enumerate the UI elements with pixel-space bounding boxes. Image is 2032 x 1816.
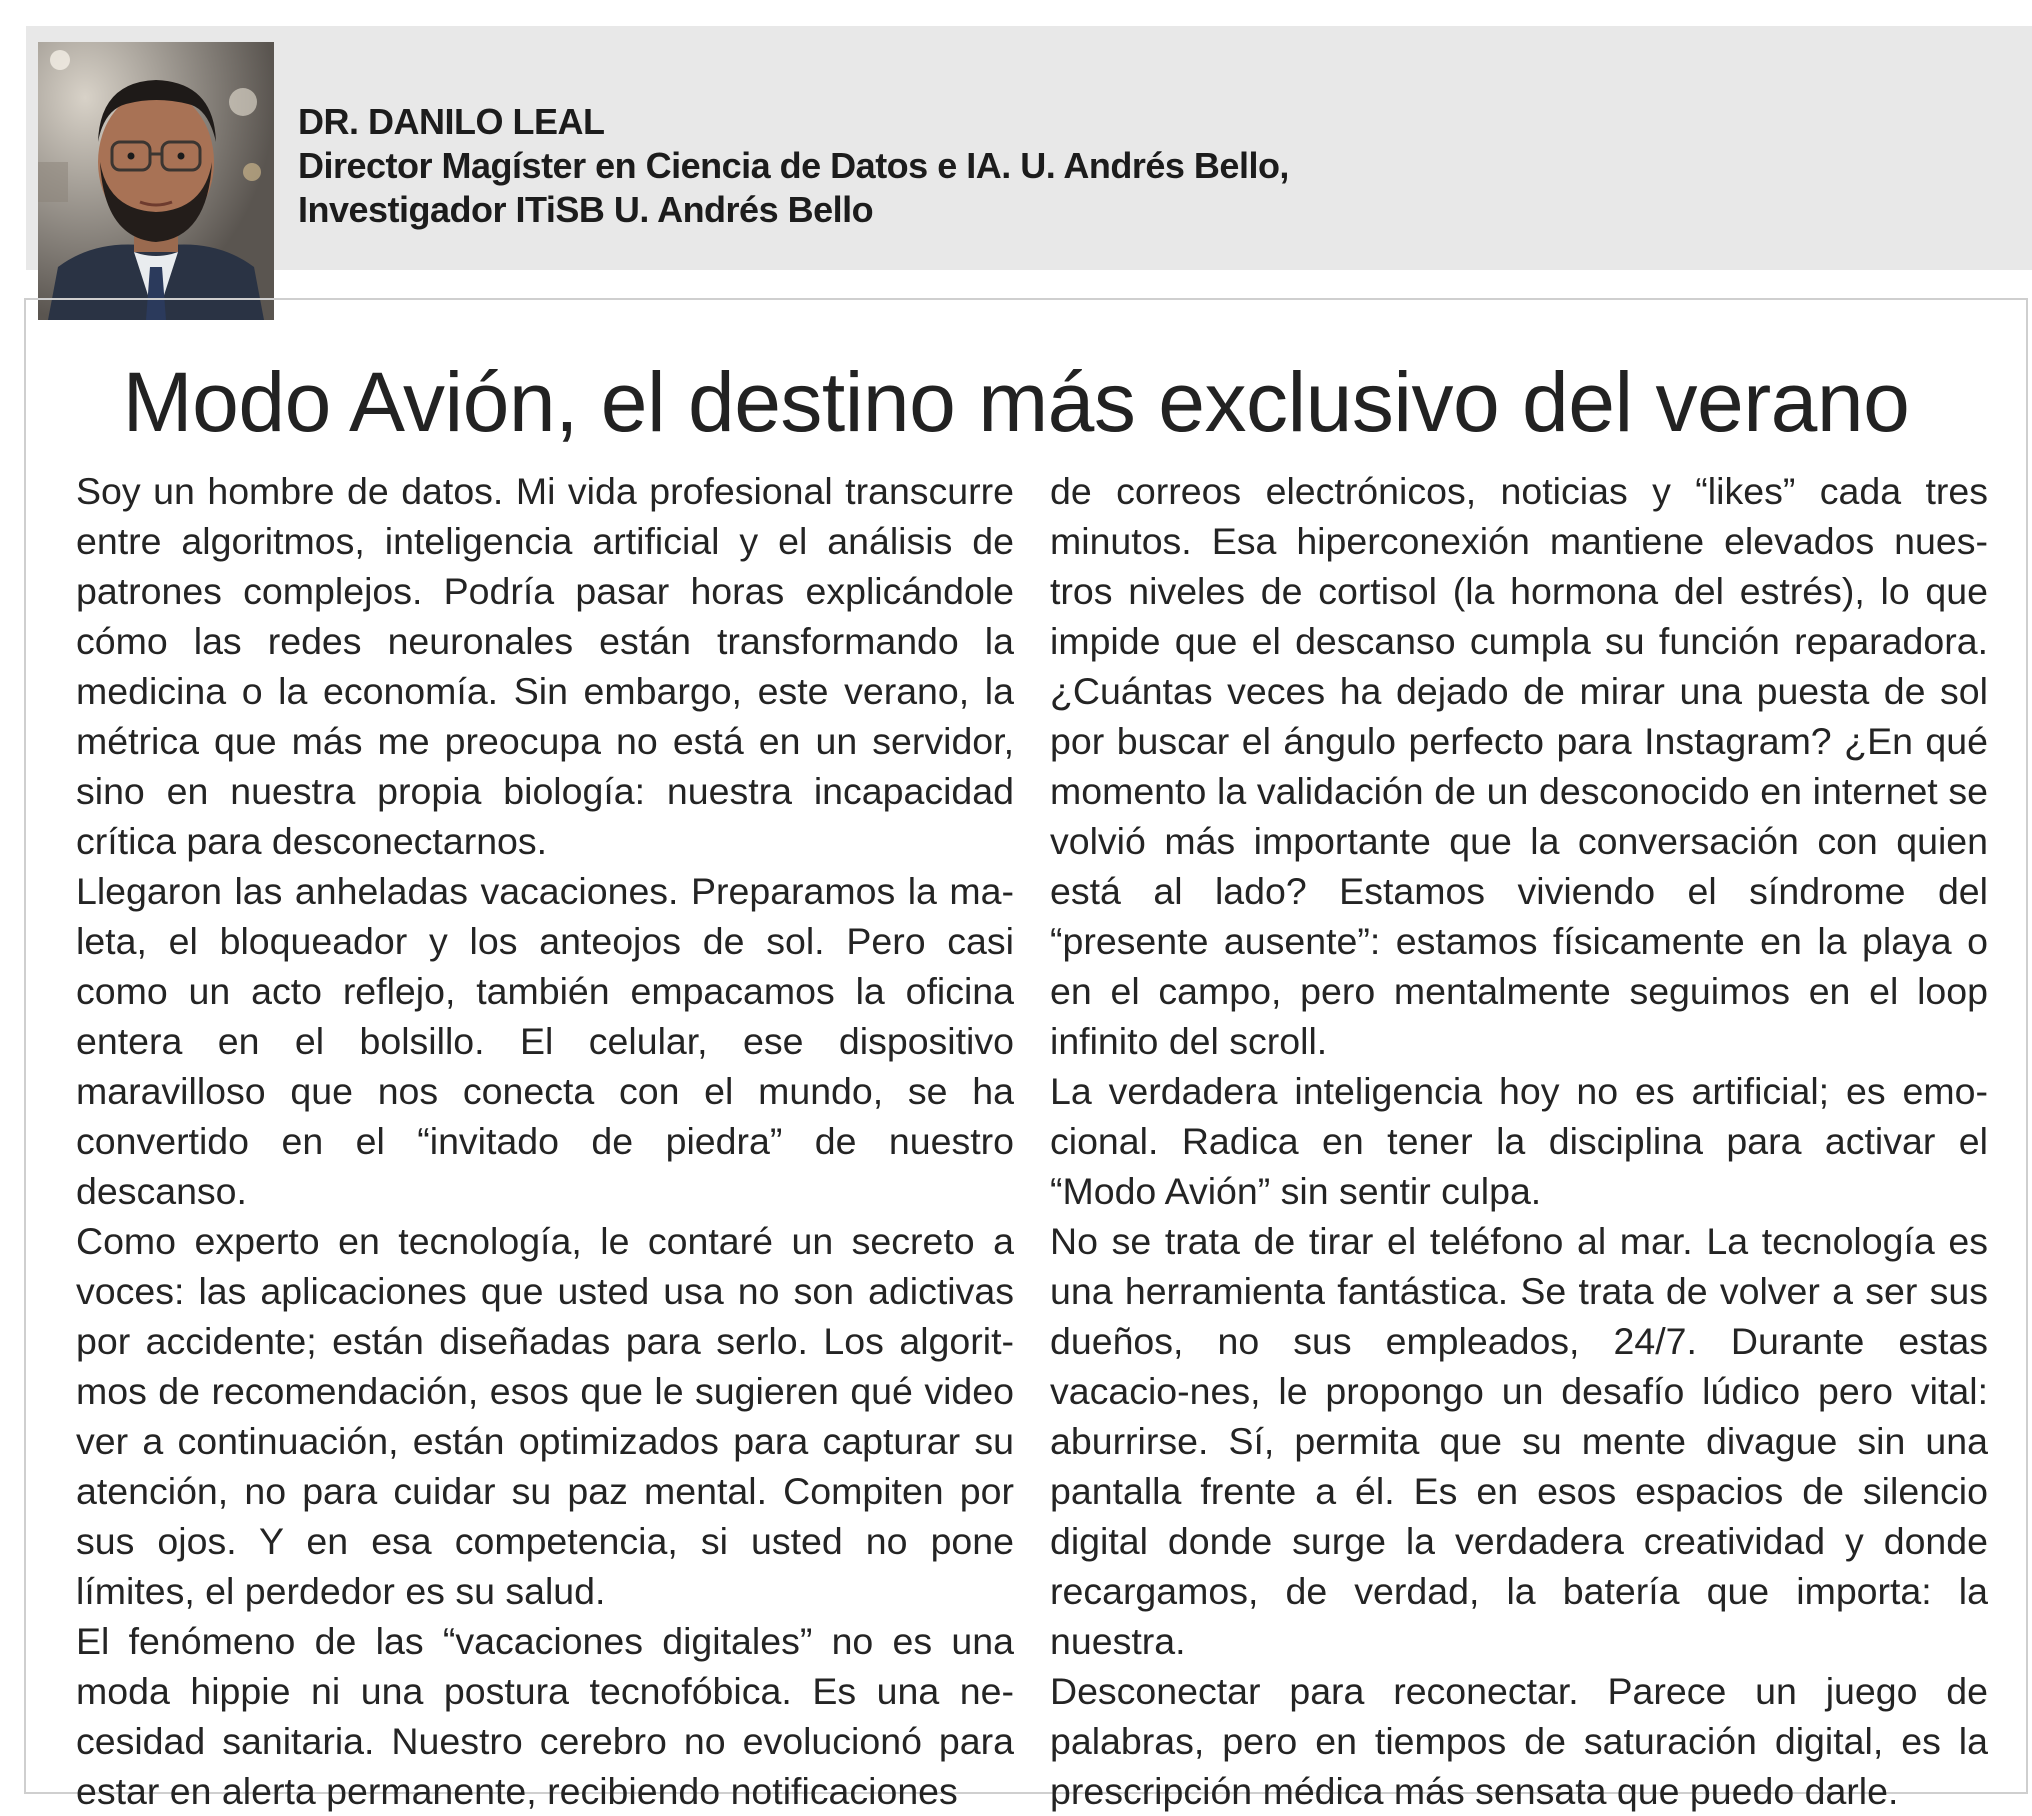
- paragraph: No se trata de tirar el teléfono al mar. La tecnología es una herramienta fantástica. Se trata de volver a ser sus dueños, no sus empleados, 24/7. Durante estas vacacio-nes, le propongo un desafío lúdico pero vital: aburrirse. Sí, permita que su mente divague sin una pantalla frente a él. Es en esos espacios de silencio digital donde surge la verdadera creatividad y donde recargamos, de verdad, la batería que importa: la nuestra.: [1050, 1220, 1988, 1662]
- paragraph: La verdadera inteligencia hoy no es artificial; es emo-cional. Radica en tener la disciplina para activar el “Modo Avión” sin sentir culpa.: [1050, 1070, 1988, 1212]
- article-headline: Modo Avión, el destino más exclusivo del verano: [122, 355, 1910, 449]
- paragraph: El fenómeno de las “vacaciones digitales” no es una moda hippie ni una postura tecnofóbica. Es una ne-cesidad sanitaria. Nuestro cerebro no evolucionó para estar en alerta permanente, recibiendo notificaciones: [76, 1620, 1014, 1812]
- paragraph: de correos electrónicos, noticias y “likes” cada tres minutos. Esa hiperconexión mantiene elevados nues-tros niveles de cortisol (la hormona del estrés), lo que impide que el descanso cumpla su función reparadora. ¿Cuántas veces ha dejado de mirar una puesta de sol por buscar el ángulo perfecto para Instagram? ¿En qué momento la validación de un desconocido en internet se volvió más importante que la conversación con quien está al lado? Estamos viviendo el síndrome del “presente ausente”: estamos físicamente en la playa o en el campo, pero mentalmente seguimos en el loop infinito del scroll.: [1050, 470, 1988, 1062]
- author-portrait-image: [38, 42, 274, 320]
- article-column-left: [76, 466, 1014, 1816]
- paragraph: Como experto en tecnología, le contaré un secreto a voces: las aplicaciones que usted usa no son adictivas por accidente; están diseñadas para serlo. Los algorit-mos de recomendación, esos que le sugieren qué video ver a continuación, están optimizados para capturar su atención, no para cuidar su paz mental. Compiten por sus ojos. Y en esa competencia, si usted no pone límites, el perdedor es su salud.: [76, 1220, 1014, 1612]
- author-photo: [38, 42, 274, 320]
- author-byline: [298, 100, 1289, 232]
- author-role-line-2: Investigador ITiSB U. Andrés Bello: [298, 189, 874, 230]
- paragraph: Llegaron las anheladas vacaciones. Preparamos la ma-leta, el bloqueador y los anteojos de sol. Pero casi como un acto reflejo, también empacamos la oficina entera en el bolsillo. El celular, ese dispositivo maravilloso que nos conecta con el mundo, se ha convertido en el “invitado de piedra” de nuestro descanso.: [76, 870, 1014, 1212]
- article-column-right: [1050, 466, 1988, 1816]
- author-role-line-1: Director Magíster en Ciencia de Datos e IA. U. Andrés Bello,: [298, 145, 1289, 186]
- paragraph: Desconectar para reconectar. Parece un juego de palabras, pero en tiempos de saturación digital, es la prescripción médica más sensata que puedo darle.: [1050, 1670, 1988, 1812]
- paragraph: Soy un hombre de datos. Mi vida profesional transcurre entre algoritmos, inteligencia artificial y el análisis de patrones complejos. Podría pasar horas explicándole cómo las redes neuronales están transformando la medicina o la economía. Sin embargo, este verano, la métrica que más me preocupa no está en un servidor, sino en nuestra propia biología: nuestra incapacidad crítica para desconectarnos.: [76, 470, 1014, 862]
- author-name: DR. DANILO LEAL: [298, 101, 605, 142]
